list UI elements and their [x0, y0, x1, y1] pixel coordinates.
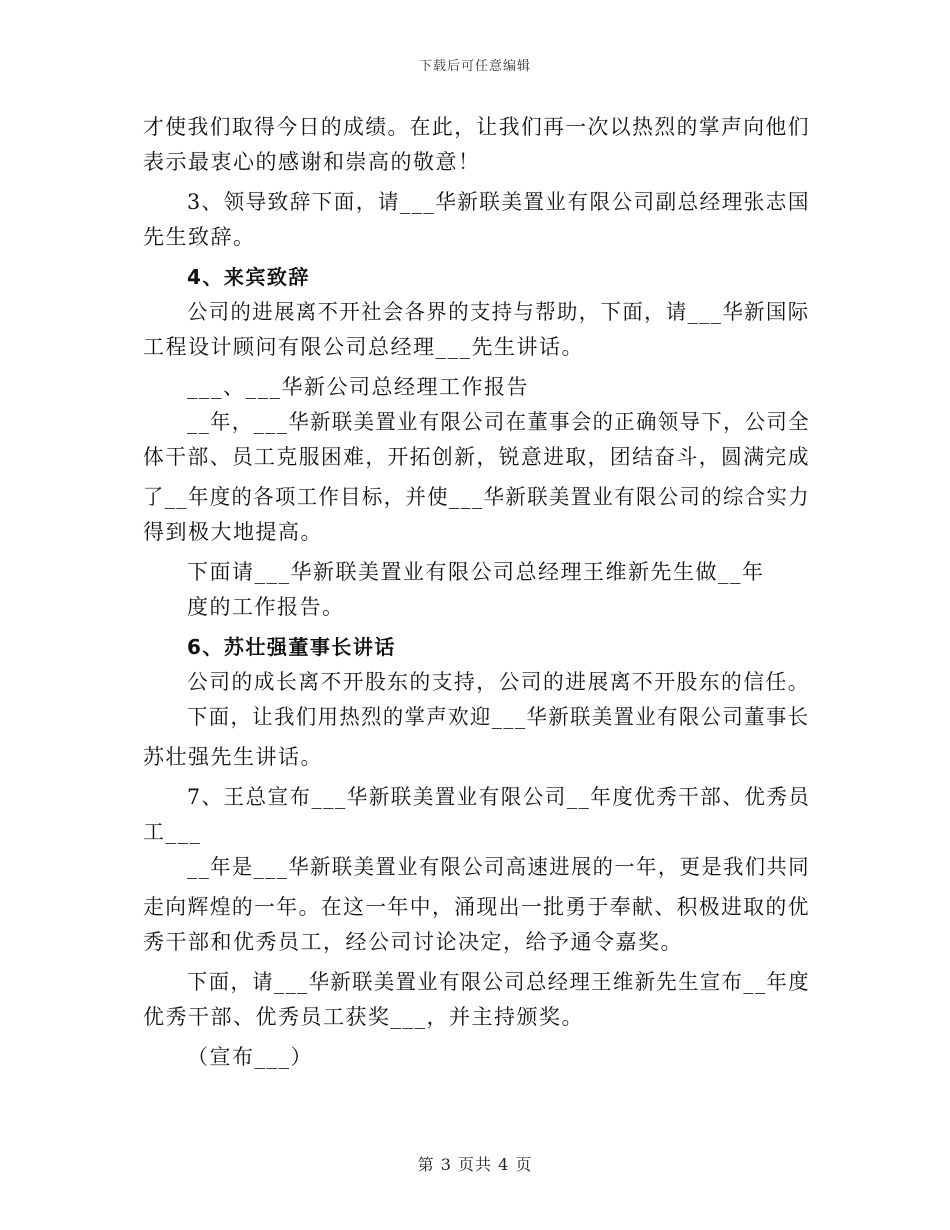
- body-line: 才使我们取得今日的成绩。在此，让我们再一次以热烈的掌声向他们: [143, 115, 810, 139]
- body-line: __年，___华新联美置业有限公司在董事会的正确领导下，公司全: [187, 410, 811, 434]
- body-line: 了__年度的各项工作目标，并使___华新联美置业有限公司的综合实力: [143, 485, 811, 509]
- body-line: ___、___华新公司总经理工作报告: [187, 375, 529, 399]
- body-line: 表示最衷心的感谢和崇高的敬意！: [143, 150, 481, 174]
- body-line: 下面请___华新联美置业有限公司总经理王维新先生做__年: [187, 560, 765, 584]
- body-line: 得到极大地提高。: [143, 520, 323, 544]
- body-line: 工___: [143, 820, 202, 844]
- body-line: 工程设计顾问有限公司总经理___先生讲话。: [143, 335, 584, 359]
- body-line: 度的工作报告。: [187, 595, 345, 619]
- page-header: 下载后可任意编辑: [418, 59, 531, 74]
- body-line: 苏壮强先生讲话。: [143, 745, 323, 769]
- section-heading: 6、苏壮强董事长讲话: [187, 635, 396, 659]
- body-line: 秀干部和优秀员工，经公司讨论决定，给予通令嘉奖。: [143, 930, 683, 954]
- body-line: 下面，请___华新联美置业有限公司总经理王维新先生宣布__年度: [187, 970, 811, 994]
- body-line: 公司的成长离不开股东的支持，公司的进展离不开股东的信任。: [187, 670, 811, 694]
- body-line: （宣布___）: [187, 1045, 313, 1069]
- body-line: __年是___华新联美置业有限公司高速进展的一年，更是我们共同: [187, 855, 811, 879]
- body-line: 优秀干部、优秀员工获奖___，并主持颁奖。: [143, 1005, 584, 1029]
- page-footer: 第 3 页共 4 页: [417, 1155, 533, 1174]
- body-line: 体干部、员工克服困难，开拓创新，锐意进取，团结奋斗，圆满完成: [143, 445, 810, 469]
- body-line: 公司的进展离不开社会各界的支持与帮助，下面，请___华新国际: [187, 300, 810, 324]
- body-line: 走向辉煌的一年。在这一年中，涌现出一批勇于奉献、积极进取的优: [143, 895, 810, 919]
- body-line: 7、王总宣布___华新联美置业有限公司__年度优秀干部、优秀员: [187, 785, 811, 809]
- body-line: 先生致辞。: [143, 225, 256, 249]
- body-line: 3、领导致辞下面，请___华新联美置业有限公司副总经理张志国: [187, 190, 810, 214]
- section-heading: 4、来宾致辞: [187, 265, 310, 289]
- body-line: 下面，让我们用热烈的掌声欢迎___华新联美置业有限公司董事长: [187, 705, 810, 729]
